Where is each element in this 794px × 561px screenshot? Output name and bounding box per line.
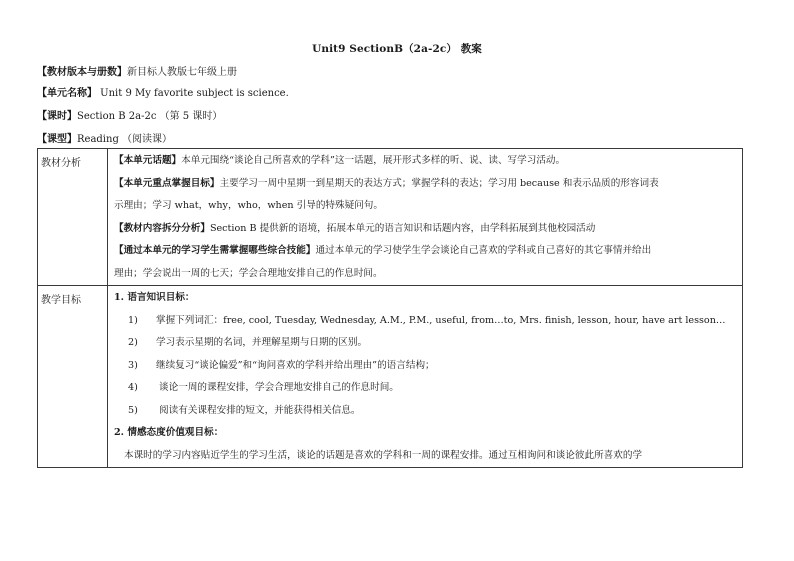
item-text: 继续复习“谈论偏爱”和“询问喜欢的学科并给出理由”的语言结构； <box>156 359 435 371</box>
meta-value: Section B 2a-2c （第 5 课时） <box>77 111 223 122</box>
meta-unit <box>37 84 289 99</box>
goals-heading-knowledge: 1. 语言知识目标： <box>114 292 195 303</box>
analysis-goal-text: 主要学习一周中星期一到星期天的表达方式；掌握学科的表达；学习用 because 和表示品质的形容词表 <box>219 177 659 189</box>
row-label: 教学目标 <box>38 286 108 468</box>
page-title: Unit9 SectionB（2a-2c） 教案 <box>312 43 482 55</box>
analysis-topic <box>114 150 738 173</box>
meta-value: 新目标人教版七年级上册 <box>127 67 237 78</box>
list-item <box>114 377 738 400</box>
item-text: 掌握下列词汇：free, cool, Tuesday, Wednesday, A.M., P.M., useful, from…to, Mrs. finish, lesson, hour, have art lesson… <box>156 314 726 326</box>
goals-cell <box>108 286 743 468</box>
analysis-goal <box>114 173 738 196</box>
meta-type <box>37 130 172 145</box>
analysis-content-text: Section B 提供新的语境，拓展本单元的语言知识和话题内容，由学科拓展到其他校园活动 <box>209 222 596 234</box>
list-item <box>114 400 738 423</box>
analysis-skills <box>114 240 738 263</box>
meta-key: 【课时】 <box>37 111 77 122</box>
row-label: 教材分析 <box>38 149 108 286</box>
analysis-skills-text: 通过本单元的学习使学生学会谈论自己喜欢的学科或自己喜好的其它事情并给出 <box>315 245 652 256</box>
analysis-skills-key: 【通过本单元的学习学生需掌握哪些综合技能】 <box>114 245 316 256</box>
meta-key: 【课型】 <box>37 134 77 145</box>
list-item <box>114 355 738 378</box>
goals-heading-attitude: 2. 情感态度价值观目标： <box>114 427 224 438</box>
list-item <box>114 310 738 333</box>
meta-textbook <box>37 63 237 78</box>
table-row-goals <box>38 286 743 468</box>
analysis-topic-text: 本单元围绕“谈论自己所喜欢的学科”这一话题，展开形式多样的听、说、读、写学习活动。 <box>181 155 566 166</box>
item-number: 5) <box>128 404 138 416</box>
analysis-content-key: 【教材内容拆分分析】 <box>114 222 210 234</box>
meta-key: 【单元名称】 <box>37 88 97 99</box>
meta-key: 【教材版本与册数】 <box>37 67 127 78</box>
item-number: 1) <box>128 314 138 326</box>
item-number: 2) <box>128 337 138 348</box>
item-text: 谈论一周的课程安排，学会合理地安排自己的作息时间。 <box>156 382 399 393</box>
analysis-goal-key: 【本单元重点掌握目标】 <box>114 177 220 189</box>
analysis-content <box>114 218 738 241</box>
table-row-analysis <box>38 149 743 286</box>
goals-paragraph: 本课时的学习内容贴近学生的学习生活，谈论的话题是喜欢的学科和一周的课程安排。通过互相询问和谈论彼此所喜欢的学 <box>124 449 643 461</box>
meta-lesson <box>37 107 222 122</box>
item-text: 阅读有关课程安排的短文，并能获得相关信息。 <box>156 404 361 416</box>
meta-value: Reading （阅读课） <box>77 134 173 145</box>
list-item <box>114 332 738 355</box>
analysis-goal-cont: 示理由；学习 what，why，who，when 引导的特殊疑问句。 <box>114 200 383 211</box>
analysis-cell <box>108 149 743 286</box>
meta-value: Unit 9 My favorite subject is science. <box>97 88 289 99</box>
item-number: 4) <box>128 382 138 393</box>
item-text: 学习表示星期的名词，并理解星期与日期的区别。 <box>156 337 368 348</box>
lesson-plan-table <box>37 148 743 468</box>
item-number: 3) <box>128 359 138 371</box>
analysis-skills-cont: 理由；学会说出一周的七天；学会合理地安排自己的作息时间。 <box>114 267 383 279</box>
analysis-topic-key: 【本单元话题】 <box>114 155 182 166</box>
